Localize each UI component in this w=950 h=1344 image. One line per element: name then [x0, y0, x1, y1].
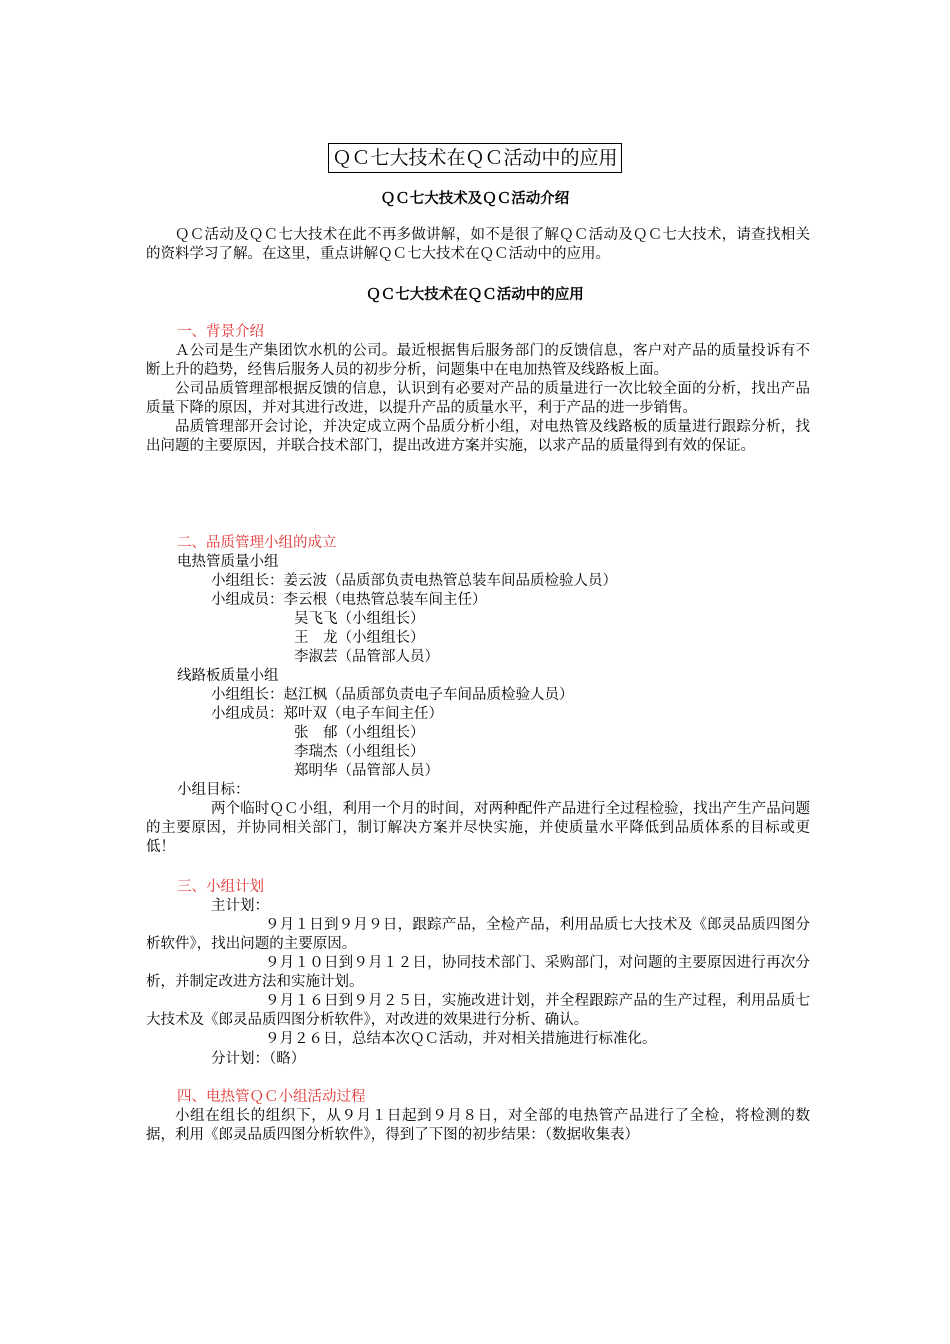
- group2-member-1: 张 郁（小组组长）: [294, 725, 425, 741]
- section1-paragraph-1: Ａ公司是生产集团饮水机的公司。最近根据售后服务部门的反馈信息，客户对产品的质量投诉有不断上升的趋势，经售后服务人员的初步分析，问题集中在电加热管及线路板上面。: [146, 343, 810, 378]
- plan-item-3: ９月１６日到９月２５日，实施改进计划，并全程跟踪产品的生产过程，利用品质七大技术及《郎灵品质四图分析软件》，对改进的效果进行分析、确认。: [146, 993, 810, 1028]
- section1-heading: 一、背景介绍: [177, 324, 264, 340]
- goal-block: [146, 800, 810, 857]
- section1-paragraph-2: 公司品质管理部根据反馈的信息，认识到有必要对产品的质量进行一次比较全面的分析，找出产品质量下降的原因，并对其进行改进，以提升产品的质量水平，利于产品的进一步销售。: [146, 381, 810, 416]
- group1-member-3: 李淑芸（品管部人员）: [294, 649, 439, 665]
- group1-members-label: 小组成员：李云根（电热管总装车间主任）: [211, 592, 487, 608]
- document-title: ＱＣ七大技术在ＱＣ活动中的应用: [328, 143, 621, 173]
- section1-body: [146, 342, 810, 456]
- group1-name: 电热管质量小组: [177, 554, 279, 570]
- main-plan-label: 主计划：: [211, 898, 269, 914]
- intro-paragraph-block: [146, 226, 810, 264]
- section4-body: [146, 1107, 810, 1145]
- section4-heading: 四、电热管ＱＣ小组活动过程: [177, 1089, 366, 1105]
- group1-member-2: 王 龙（小组组长）: [294, 630, 425, 646]
- sub-plan: 分计划：（略）: [211, 1051, 306, 1067]
- plans-block: [146, 916, 810, 1049]
- plan-item-1: ９月１日到９月９日，跟踪产品，全检产品，利用品质七大技术及《郎灵品质四图分析软件》，找出问题的主要原因。: [146, 917, 810, 952]
- title-container: [0, 143, 950, 173]
- group1-leader: 小组组长：姜云波（品质部负责电热管总装车间品质检验人员）: [211, 573, 617, 589]
- group2-members-label: 小组成员：郑叶双（电子车间主任）: [211, 706, 443, 722]
- group2-name: 线路板质量小组: [177, 668, 279, 684]
- group2-member-2: 李瑞杰（小组组长）: [294, 744, 425, 760]
- group2-leader: 小组组长：赵江枫（品质部负责电子车间品质检验人员）: [211, 687, 574, 703]
- intro-heading: ＱＣ七大技术及ＱＣ活动介绍: [380, 190, 570, 207]
- application-heading: ＱＣ七大技术在ＱＣ活动中的应用: [366, 286, 584, 303]
- intro-paragraph: ＱＣ活动及ＱＣ七大技术在此不再多做讲解，如不是很了解ＱＣ活动及ＱＣ七大技术，请查找相关的资料学习了解。在这里，重点讲解ＱＣ七大技术在ＱＣ活动中的应用。: [146, 227, 810, 262]
- group1-member-1: 吴飞飞（小组组长）: [294, 611, 425, 627]
- section2-heading: 二、品质管理小组的成立: [177, 535, 337, 551]
- plan-item-4: ９月２６日，总结本次ＱＣ活动，并对相关措施进行标准化。: [265, 1031, 657, 1047]
- section4-paragraph: 小组在组长的组织下，从９月１日起到９月８日，对全部的电热管产品进行了全检，将检测的数据，利用《郎灵品质四图分析软件》，得到了下图的初步结果：（数据收集表）: [146, 1108, 810, 1143]
- plan-item-2: ９月１０日到９月１２日，协同技术部门、采购部门，对问题的主要原因进行再次分析，并制定改进方法和实施计划。: [146, 955, 810, 990]
- goal-label: 小组目标：: [177, 782, 250, 798]
- section3-heading: 三、小组计划: [177, 879, 264, 895]
- goal-text: 两个临时ＱＣ小组，利用一个月的时间，对两种配件产品进行全过程检验，找出产生产品问题的主要原因，并协同相关部门，制订解决方案并尽快实施，并使质量水平降低到品质体系的目标或更低！: [146, 801, 810, 855]
- group2-member-3: 郑明华（品管部人员）: [294, 763, 439, 779]
- section1-paragraph-3: 品质管理部开会讨论，并决定成立两个品质分析小组，对电热管及线路板的质量进行跟踪分析，找出问题的主要原因，并联合技术部门，提出改进方案并实施，以求产品的质量得到有效的保证。: [146, 419, 810, 454]
